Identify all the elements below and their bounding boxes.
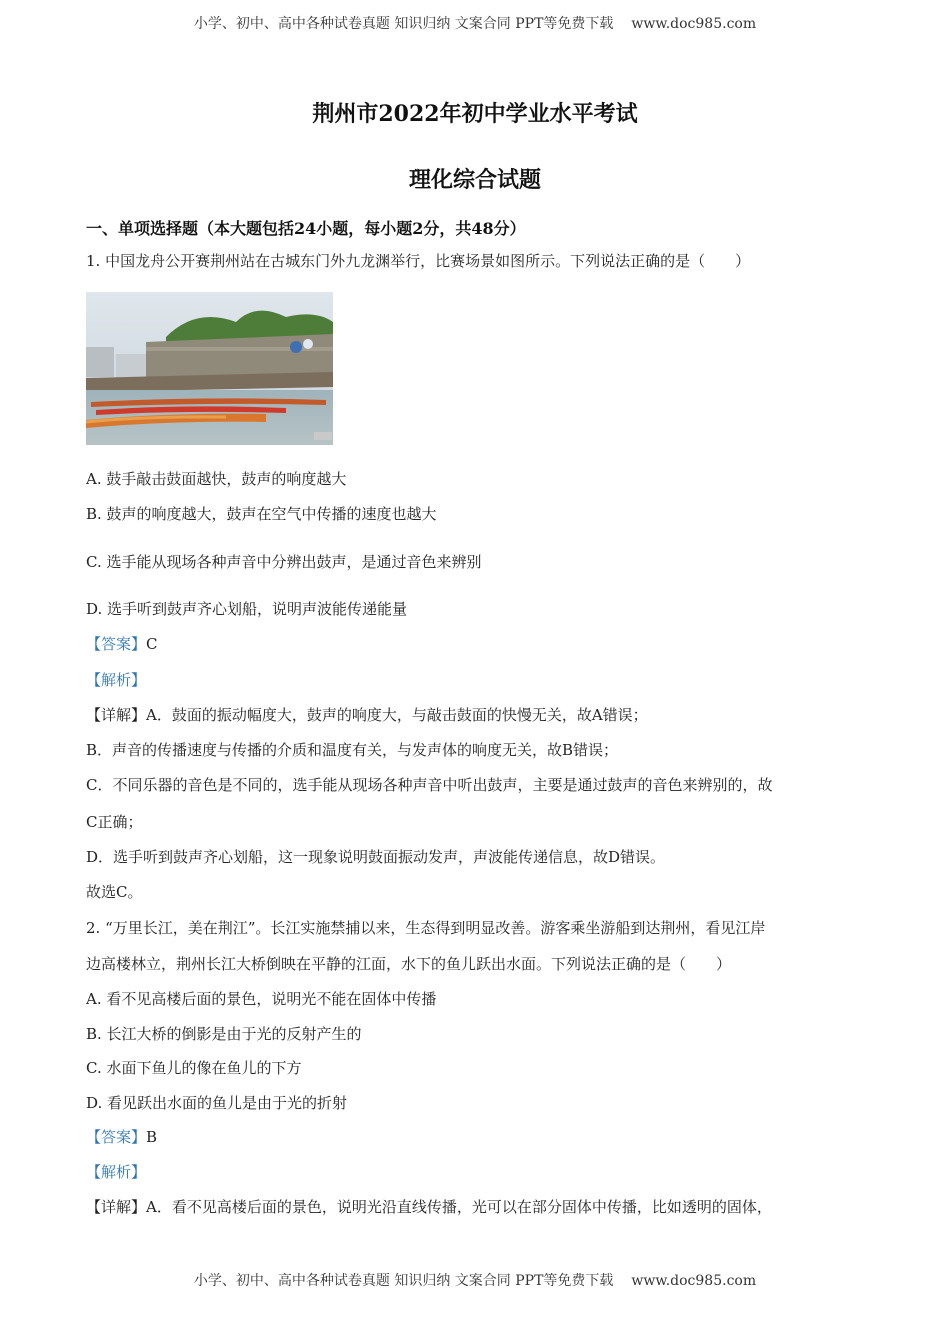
detail-text: A．看不见高楼后面的景色，说明光沿直线传播，光可以在部分固体中传播，比如透明的固体， xyxy=(146,1198,772,1216)
q2-option-a: A. 看不见高楼后面的景色，说明光不能在固体中传播 xyxy=(86,990,437,1008)
q2-option-c: C. 水面下鱼儿的像在鱼儿的下方 xyxy=(86,1059,302,1077)
q1-detail-c: C．不同乐器的音色是不同的，选手能从现场各种声音中听出鼓声，主要是通过鼓声的音色来辨别的，故 xyxy=(86,776,773,794)
header-url[interactable]: www.doc985.com xyxy=(631,16,757,32)
answer-tag: 【答案】 xyxy=(86,1128,147,1146)
q1-option-b: B. 鼓声的响度越大，鼓声在空气中传播的速度也越大 xyxy=(86,505,437,523)
detail-tag: 【详解】 xyxy=(86,1198,147,1216)
dragon-boat-photo xyxy=(86,292,333,445)
q2-stem-line2: 边高楼林立，荆州长江大桥倒映在平静的江面，水下的鱼儿跃出水面。下列说法正确的是（ ） xyxy=(86,955,732,973)
q1-option-d: D. 选手听到鼓声齐心划船，说明声波能传递能量 xyxy=(86,600,408,618)
q2-option-d: D. 看见跃出水面的鱼儿是由于光的折射 xyxy=(86,1094,348,1112)
q2-detail-a xyxy=(86,1196,866,1218)
analysis-tag: 【解析】 xyxy=(86,671,147,689)
q1-option-c: C. 选手能从现场各种声音中分辨出鼓声，是通过音色来辨别 xyxy=(86,553,482,571)
q2-analysis xyxy=(86,1161,866,1183)
analysis-tag: 【解析】 xyxy=(86,1163,147,1181)
detail-tag: 【详解】 xyxy=(86,706,147,724)
page-footer xyxy=(0,1270,950,1290)
exam-subtitle: 理化综合试题 xyxy=(408,167,541,193)
answer-value: B xyxy=(146,1128,158,1146)
q1-conclusion: 故选C。 xyxy=(86,883,143,901)
page-header xyxy=(0,13,950,33)
q2-stem-line1: 2. “万里长江，美在荆江”。长江实施禁捕以来，生态得到明显改善。游客乘坐游船到达荆州，看见江岸 xyxy=(86,919,766,937)
section-heading: 一、单项选择题（本大题包括24小题，每小题2分，共48分） xyxy=(86,219,526,238)
q1-stem: 1. 中国龙舟公开赛荆州站在古城东门外九龙渊举行，比赛场景如图所示。下列说法正确的是（ ） xyxy=(86,252,751,270)
q1-option-a: A. 鼓手敲击鼓面越快，鼓声的响度越大 xyxy=(86,470,347,488)
q1-analysis xyxy=(86,669,866,691)
q1-detail-b: B．声音的传播速度与传播的介质和温度有关，与发声体的响度无关，故B错误； xyxy=(86,741,619,759)
q1-detail-a xyxy=(86,704,866,726)
q2-answer xyxy=(86,1126,866,1148)
answer-value: C xyxy=(146,635,158,653)
exam-title: 荆州市2022年初中学业水平考试 xyxy=(312,101,638,127)
q1-detail-d: D．选手听到鼓声齐心划船，这一现象说明鼓面振动发声，声波能传递信息，故D错误。 xyxy=(86,848,666,866)
q2-option-b: B. 长江大桥的倒影是由于光的反射产生的 xyxy=(86,1025,362,1043)
answer-tag: 【答案】 xyxy=(86,635,147,653)
footer-text: 小学、初中、高中各种试卷真题 知识归纳 文案合同 PPT等免费下载 xyxy=(193,1273,614,1289)
footer-url[interactable]: www.doc985.com xyxy=(631,1273,757,1289)
q1-answer xyxy=(86,633,866,655)
detail-text: A．鼓面的振动幅度大，鼓声的响度大，与敲击鼓面的快慢无关，故A错误； xyxy=(146,706,648,724)
q1-detail-c-cont: C正确； xyxy=(86,813,143,831)
header-text: 小学、初中、高中各种试卷真题 知识归纳 文案合同 PPT等免费下载 xyxy=(193,16,614,32)
